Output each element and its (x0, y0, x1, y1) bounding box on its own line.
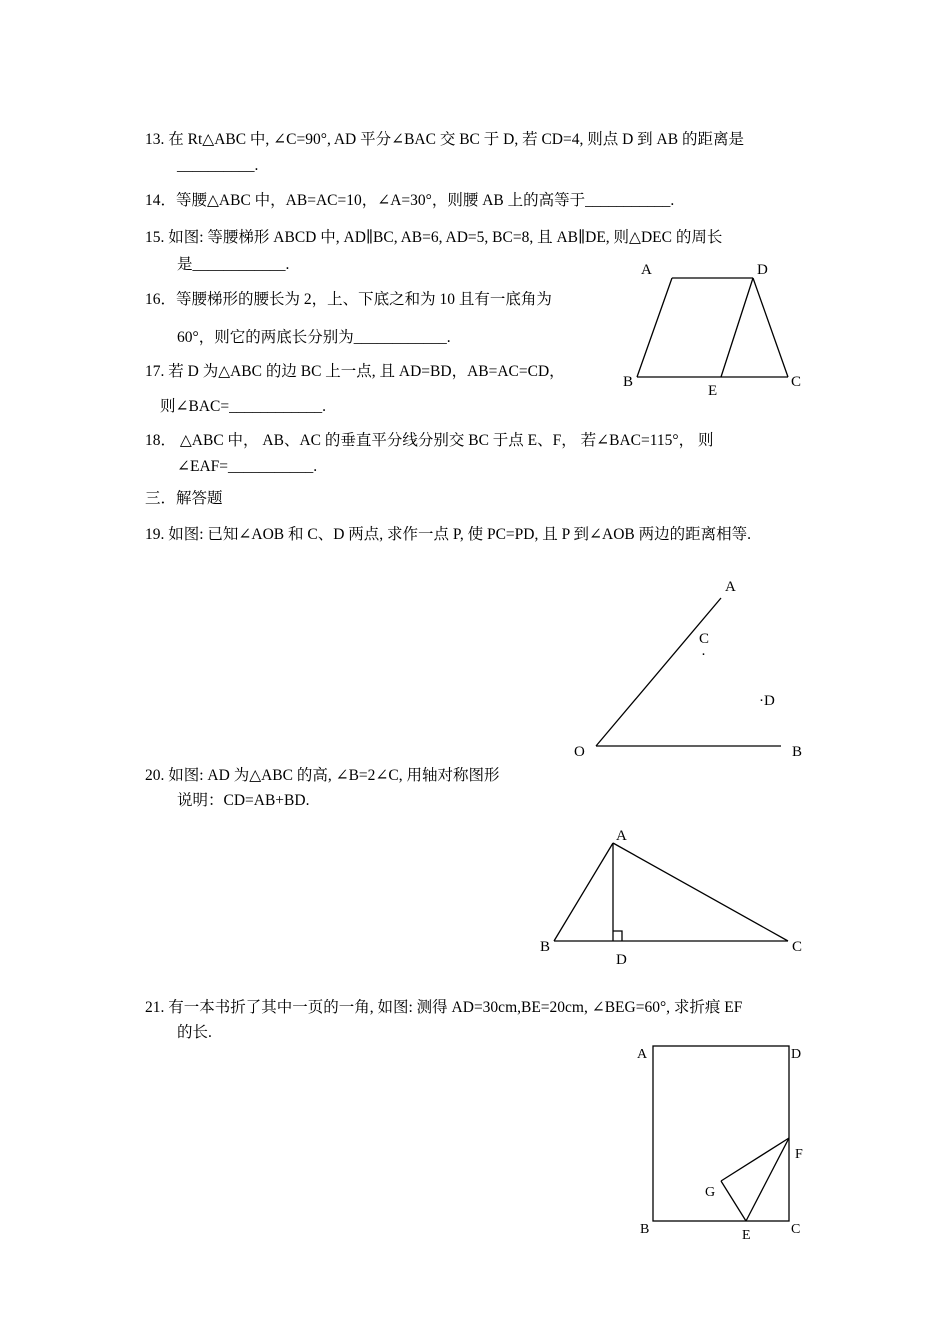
angle-label-o: O (574, 744, 585, 760)
fold-labels (637, 1047, 803, 1243)
angle-label-c: C (699, 631, 710, 647)
q20-line1: 20. 如图: AD 为△ABC 的高, ∠B=2∠C, 用轴对称图形 (145, 767, 500, 784)
q14-line1: 14．等腰△ABC 中，AB=AC=10，∠A=30°，则腰 AB 上的高等于___________. (145, 192, 675, 209)
fold-label-c: C (791, 1222, 801, 1237)
right-angle-mark (613, 931, 622, 941)
angle-ray-oa (596, 598, 721, 746)
q18-line1: 18． △ABC 中， AB、AC 的垂直平分线分别交 BC 于点 E、F， 若∠BAC=115°， 则 (145, 432, 714, 449)
q15-line2: 是____________. (177, 256, 290, 273)
q18-line2: ∠EAF=___________. (177, 458, 318, 475)
fold-edge-fg (721, 1138, 789, 1181)
q16-line1: 16．等腰梯形的腰长为 2，上、下底之和为 10 且有一底角为 (145, 291, 552, 308)
fold-label-f: F (795, 1147, 803, 1162)
triangle-figure (554, 843, 788, 941)
trap-label-b: B (623, 374, 634, 390)
q15-line1: 15. 如图: 等腰梯形 ABCD 中, AD∥BC, AB=6, AD=5, BC=8, 且 AB∥DE, 则△DEC 的周长 (145, 229, 723, 246)
angle-labels (574, 579, 802, 760)
page-rectangle (653, 1046, 789, 1221)
fold-label-a: A (637, 1047, 648, 1062)
fold-edge-ge (721, 1181, 746, 1221)
q17-line2: 则∠BAC=____________. (160, 398, 326, 415)
q21-line1: 21. 有一本书折了其中一页的一角, 如图: 测得 AD=30cm,BE=20cm, ∠BEG=60°, 求折痕 EF (145, 999, 743, 1016)
tri-label-a: A (616, 828, 627, 844)
fold-crease-ef (746, 1138, 789, 1221)
trapezoid-labels (623, 262, 801, 399)
q16-line2: 60°，则它的两底长分别为____________. (177, 329, 451, 346)
triangle-labels (540, 828, 802, 968)
tri-side-ac (613, 843, 788, 941)
q17-line1: 17. 若 D 为△ABC 的边 BC 上一点, 且 AD=BD，AB=AC=CD， (145, 363, 565, 380)
tri-label-b: B (540, 939, 551, 955)
angle-label-d: ·D (759, 693, 775, 709)
angle-figure (596, 598, 781, 746)
trap-segment-de (721, 278, 753, 377)
q21-line2: 的长. (177, 1024, 212, 1041)
trap-label-e: E (708, 383, 718, 399)
trap-side-dc (753, 278, 788, 377)
fold-figure (653, 1046, 789, 1221)
tri-side-ab (554, 843, 613, 941)
q20-line2: 说明：CD=AB+BD. (177, 792, 310, 809)
fold-label-g: G (705, 1185, 716, 1200)
fold-label-d: D (791, 1047, 802, 1062)
angle-label-b: B (792, 744, 803, 760)
q19-line1: 19. 如图: 已知∠AOB 和 C、D 两点, 求作一点 P, 使 PC=PD, 且 P 到∠AOB 两边的距离相等. (145, 526, 751, 543)
section-heading: 三．解答题 (145, 490, 223, 507)
tri-label-c: C (792, 939, 803, 955)
trap-label-c: C (791, 374, 802, 390)
angle-label-a: A (725, 579, 736, 595)
fold-label-b: B (640, 1222, 650, 1237)
angle-point-c: · (701, 647, 706, 663)
trap-label-d: D (757, 262, 768, 278)
trap-side-ab (637, 278, 672, 377)
trap-label-a: A (641, 262, 652, 278)
trapezoid-figure (637, 278, 788, 377)
fold-label-e: E (742, 1228, 751, 1243)
q13-line2: __________. (177, 157, 259, 174)
tri-label-d: D (616, 952, 627, 968)
q13-line1: 13. 在 Rt△ABC 中, ∠C=90°, AD 平分∠BAC 交 BC 于 D, 若 CD=4, 则点 D 到 AB 的距离是 (145, 131, 744, 148)
